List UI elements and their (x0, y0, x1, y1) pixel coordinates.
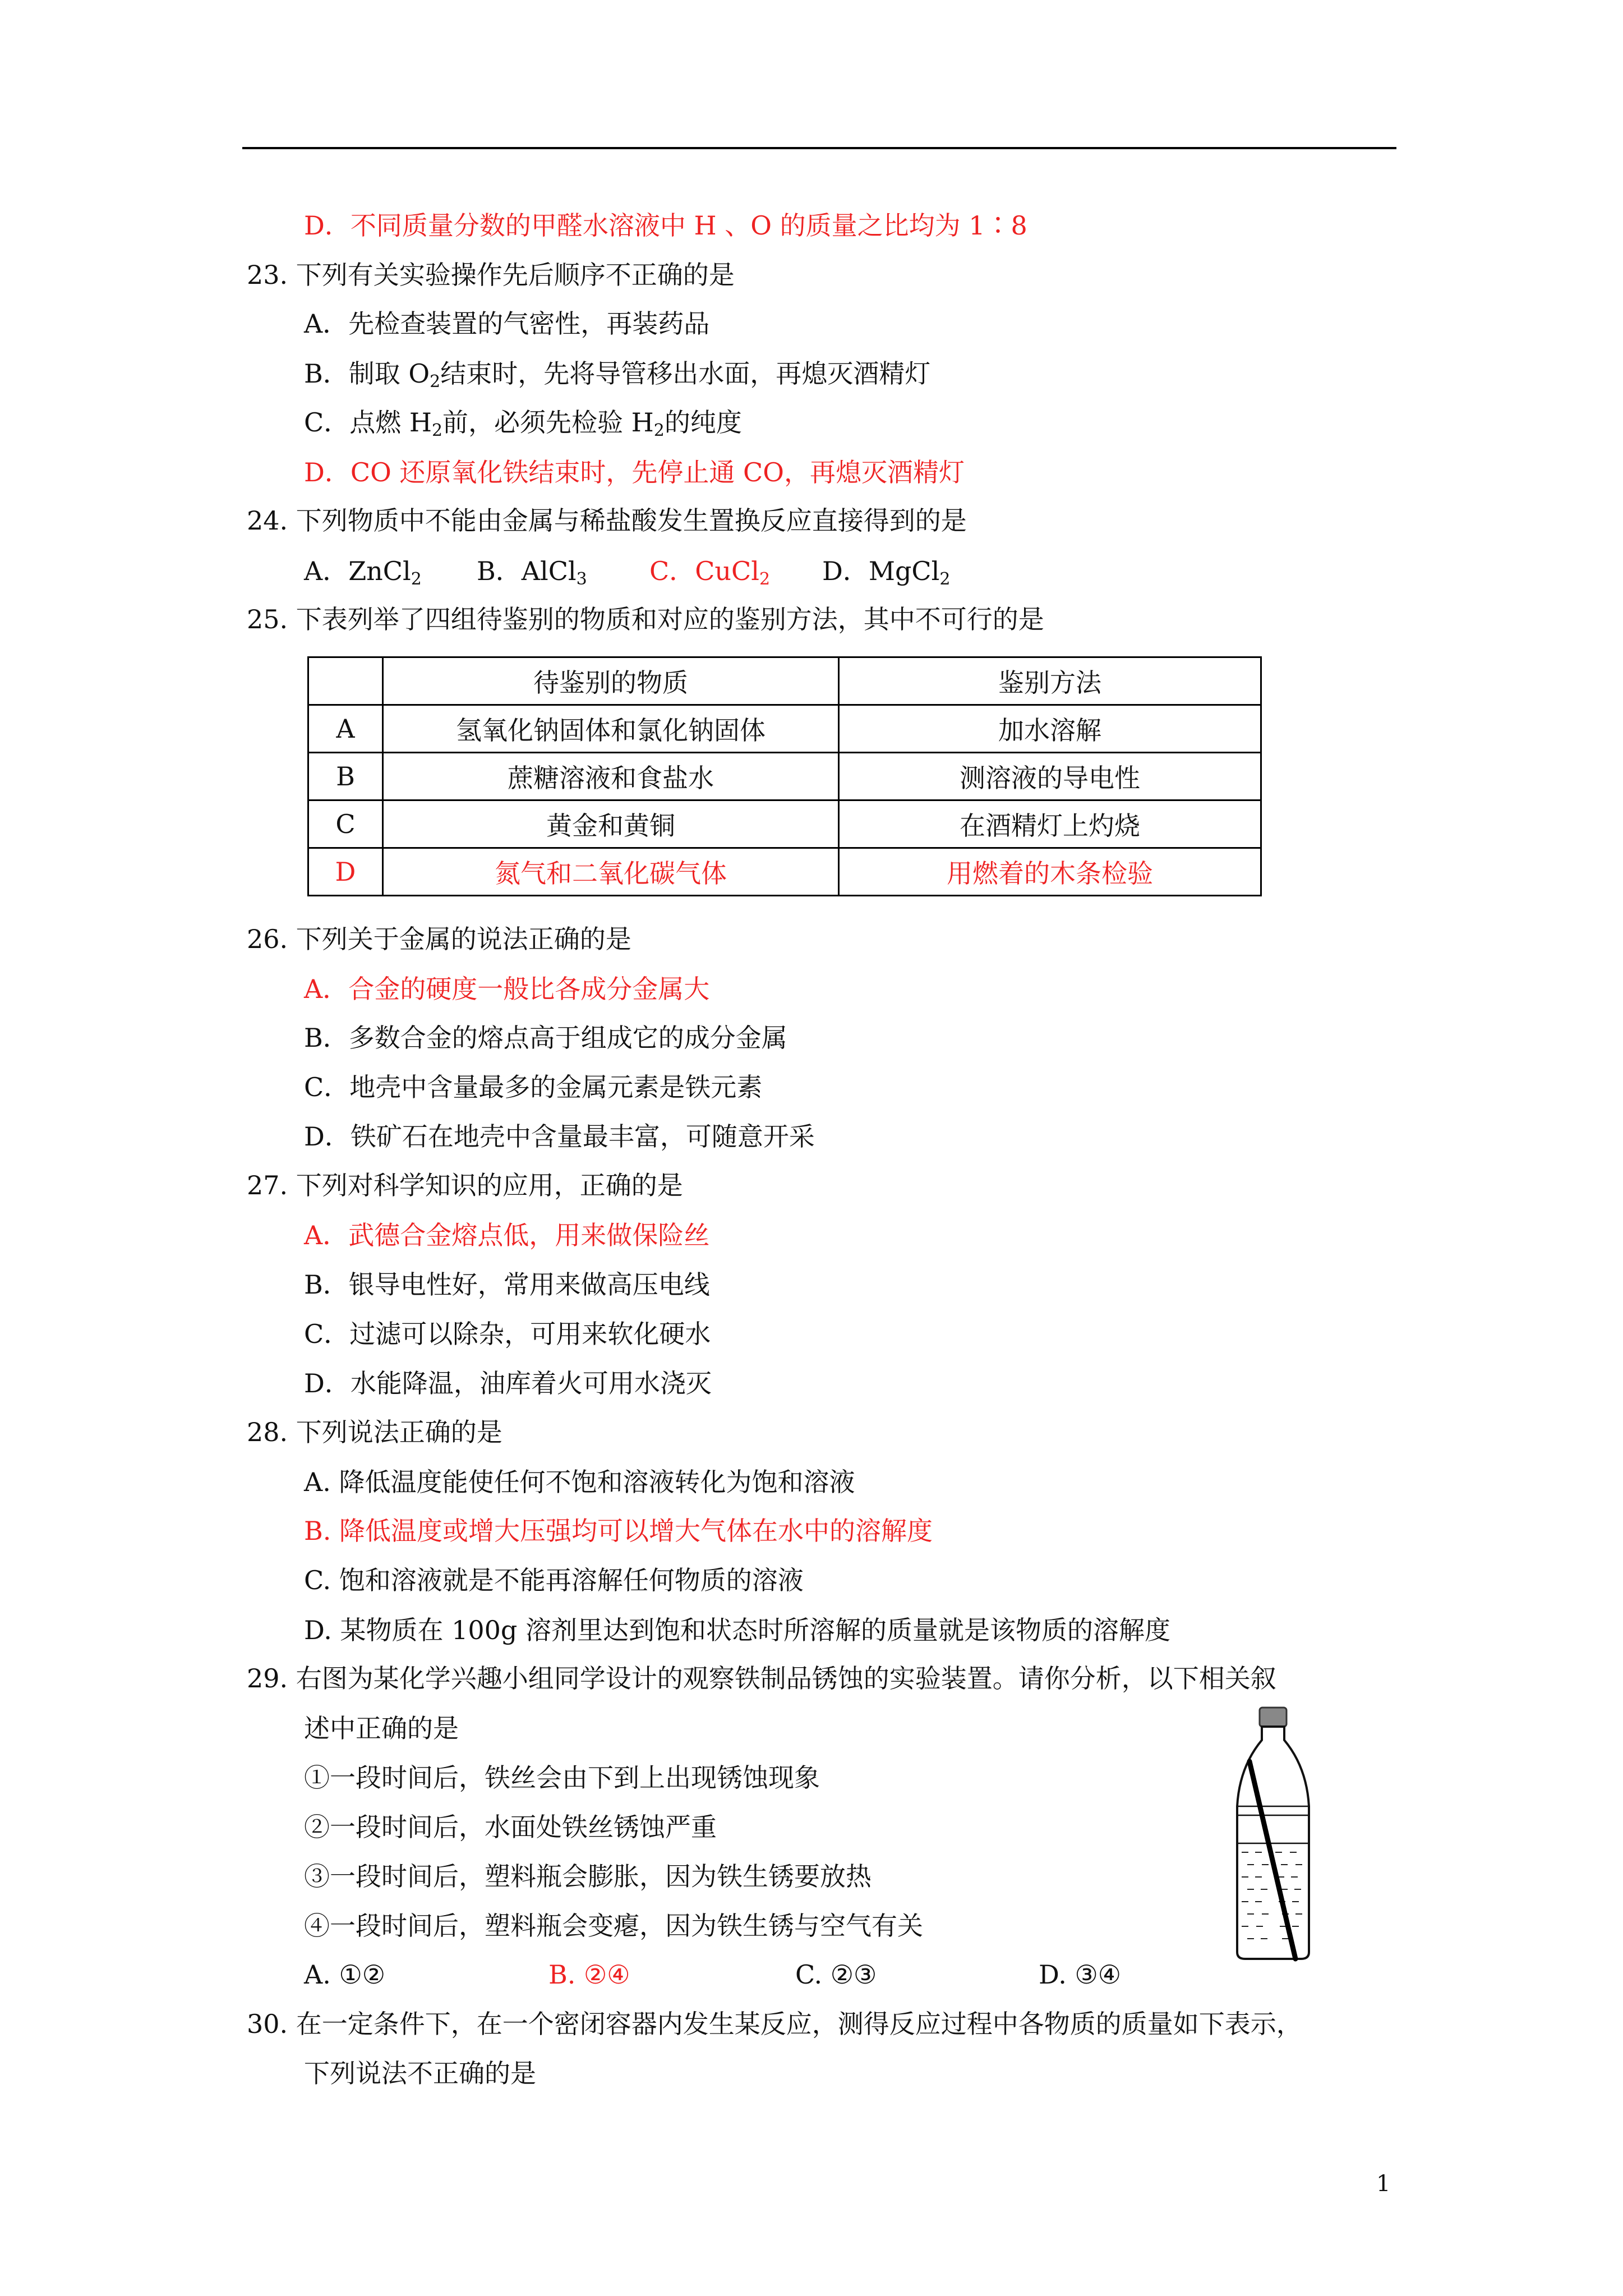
table-cell: B (308, 753, 383, 800)
table-cell: A (308, 705, 383, 753)
table-header-row (308, 657, 1261, 705)
table-row (308, 848, 1261, 896)
q28-option-b: B. 降低温度或增大压强均可以增大气体在水中的溶解度 (304, 1516, 933, 1546)
q28-stem: 28. 下列说法正确的是 (247, 1417, 502, 1447)
q24-option-c: C．CuCl$_2$ (649, 556, 771, 589)
q29-stem: 29. 右图为某化学兴趣小组同学设计的观察铁制品锈蚀的实验装置。请你分析，以下相关叙 (247, 1663, 1276, 1694)
table-cell: 氢氧化钠固体和氯化钠固体 (383, 705, 839, 753)
q26-option-a: A．合金的硬度一般比各成分金属大 (304, 974, 710, 1004)
table-header-cell (308, 657, 383, 705)
q27-option-c: C．过滤可以除杂，可用来软化硬水 (304, 1319, 711, 1349)
q24-option-d: D．MgCl$_2$ (822, 556, 951, 589)
q29-stem-cont: 述中正确的是 (304, 1713, 459, 1743)
table-cell: 加水溶解 (839, 705, 1261, 753)
q27-option-b: B．银导电性好，常用来做高压电线 (304, 1269, 710, 1300)
q30-stem: 30. 在一定条件下，在一个密闭容器内发生某反应，测得反应过程中各物质的质量如下表示， (247, 2009, 1302, 2039)
q27-stem: 27. 下列对科学知识的应用，正确的是 (247, 1170, 683, 1200)
q26-option-d: D．铁矿石在地壳中含量最丰富，可随意开采 (304, 1121, 815, 1152)
q30-stem-cont: 下列说法不正确的是 (304, 2058, 536, 2088)
table-cell: 黄金和黄铜 (383, 800, 839, 848)
table-header-cell: 待鉴别的物质 (383, 657, 839, 705)
q29-statement-4: ④一段时间后，塑料瓶会变瘪，因为铁生锈与空气有关 (304, 1911, 923, 1941)
q22-option-d: D．不同质量分数的甲醛水溶液中 H 、O 的质量之比均为 1∶8 (304, 210, 1027, 241)
page-number: 1 (1376, 2171, 1391, 2197)
q28-option-d: D. 某物质在 100g 溶剂里达到饱和状态时所溶解的质量就是该物质的溶解度 (304, 1615, 1170, 1645)
header-rule (242, 147, 1396, 149)
table-cell: 用燃着的木条检验 (839, 848, 1261, 896)
table-cell: C (308, 800, 383, 848)
q27-option-d: D．水能降温，油库着火可用水浇灭 (304, 1368, 712, 1398)
table-cell: 蔗糖溶液和食盐水 (383, 753, 839, 800)
q23-option-b: B．制取 $O_2$结束时，先将导管移出水面，再熄灭酒精灯 (304, 358, 931, 392)
q29-statement-1: ①一段时间后，铁丝会由下到上出现锈蚀现象 (304, 1763, 820, 1793)
q24-option-a: A．ZnCl$_2$ (304, 556, 422, 589)
q23-option-c: C．点燃 $H_2$前，必须先检验 $H_2$的纯度 (304, 407, 742, 440)
table-row (308, 753, 1261, 800)
q29-option-c: C. ②③ (795, 1959, 877, 1990)
q28-option-a: A. 降低温度能使任何不饱和溶液转化为饱和溶液 (304, 1467, 855, 1497)
table-cell: 测溶液的导电性 (839, 753, 1261, 800)
table-cell: 氮气和二氧化碳气体 (383, 848, 839, 896)
q29-option-a: A. ①② (304, 1959, 385, 1990)
table-header-cell: 鉴别方法 (839, 657, 1261, 705)
q23-stem: 23. 下列有关实验操作先后顺序不正确的是 (247, 260, 735, 290)
table-row (308, 705, 1261, 753)
q27-option-a: A．武德合金熔点低，用来做保险丝 (304, 1220, 710, 1250)
rusting-bottle-figure (1223, 1705, 1324, 1963)
table-cell: 在酒精灯上灼烧 (839, 800, 1261, 848)
q24-option-b: B．AlCl$_3$ (477, 556, 587, 589)
q26-option-b: B．多数合金的熔点高于组成它的成分金属 (304, 1023, 787, 1053)
table-row (308, 800, 1261, 848)
q26-option-c: C．地壳中含量最多的金属元素是铁元素 (304, 1072, 763, 1102)
table-cell: D (308, 848, 383, 896)
q29-statement-2: ②一段时间后，水面处铁丝锈蚀严重 (304, 1812, 717, 1842)
q25-stem: 25. 下表列举了四组待鉴别的物质和对应的鉴别方法，其中不可行的是 (247, 604, 1044, 634)
q29-option-d: D. ③④ (1039, 1959, 1121, 1990)
q29-statement-3: ③一段时间后，塑料瓶会膨胀，因为铁生锈要放热 (304, 1861, 872, 1892)
q25-table (307, 656, 1262, 896)
q26-stem: 26. 下列关于金属的说法正确的是 (247, 924, 631, 954)
q23-option-a: A．先检查装置的气密性，再装药品 (304, 309, 710, 339)
q24-stem: 24. 下列物质中不能由金属与稀盐酸发生置换反应直接得到的是 (247, 505, 967, 536)
q23-option-d: D．CO 还原氧化铁结束时，先停止通 CO，再熄灭酒精灯 (304, 457, 965, 487)
q29-option-b: B. ②④ (548, 1959, 630, 1990)
q28-option-c: C. 饱和溶液就是不能再溶解任何物质的溶液 (304, 1565, 804, 1595)
